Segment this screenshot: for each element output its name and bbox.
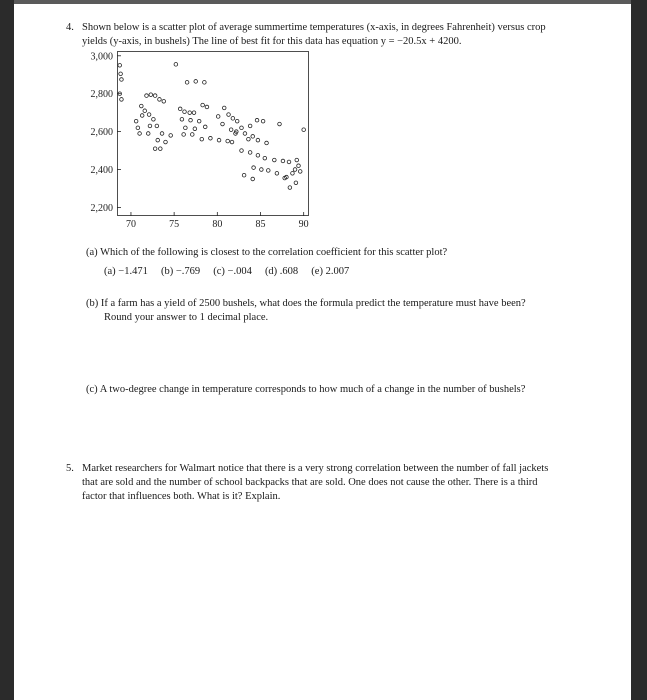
scatter-point [118, 63, 122, 67]
scatter-point [146, 132, 150, 136]
scatter-point [169, 134, 173, 138]
scatter-point [203, 125, 207, 129]
scatter-point [200, 137, 204, 141]
scatter-point [184, 126, 188, 130]
y-tick-label: 2,800 [90, 89, 113, 101]
y-tick-label: 2,200 [90, 202, 113, 214]
scatter-point [193, 127, 197, 131]
scatter-point [192, 111, 196, 115]
scatter-point [273, 158, 277, 162]
scatter-point [294, 181, 298, 185]
q4-text-line2: yields (y-axis, in bushels) The line of best fit for this data has equation y = −20.5x + 4200. [82, 36, 462, 47]
scatter-point [147, 113, 151, 117]
scatter-point [217, 138, 221, 142]
q4b-question-line2: Round your answer to 1 decimal place. [104, 312, 269, 323]
scatter-point [140, 104, 144, 108]
x-tick-label: 85 [255, 219, 266, 230]
scatter-point [235, 119, 239, 123]
scatter-point [256, 153, 260, 157]
scatter-point [140, 114, 144, 118]
q5-text-line2: that are sold and the number of school backpacks that are sold. One does not cause the other. There is a third [82, 477, 538, 488]
scatter-point [243, 132, 247, 136]
scatter-point [216, 115, 220, 119]
scatter-point [201, 103, 205, 107]
scatter-point [240, 126, 244, 130]
scatter-point [287, 160, 291, 164]
scatter-point [162, 99, 166, 103]
q4-number: 4. [66, 22, 74, 33]
scatter-point [155, 124, 159, 128]
q5-number: 5. [66, 463, 74, 474]
scatter-point [298, 170, 302, 174]
scatter-point [194, 80, 198, 84]
scatter-point [293, 168, 297, 172]
scatter-point [156, 138, 160, 142]
scatter-point [278, 122, 282, 126]
scatter-point [188, 111, 192, 115]
scatter-point [205, 105, 209, 109]
scatter-point [190, 133, 194, 137]
scatter-point [119, 72, 123, 76]
scatter-point [143, 109, 147, 113]
scatter-point [222, 106, 226, 110]
scatter-point [281, 159, 285, 163]
scatter-point [251, 135, 255, 139]
y-tick-label: 3,000 [90, 51, 113, 63]
scatter-point [159, 147, 163, 151]
q4a-choices: (a) −1.471 (b) −.769 (c) −.004 (d) .608 (e) 2.007 [104, 266, 350, 277]
scatter-point [261, 119, 265, 123]
scatter-point [247, 137, 251, 141]
scatter-point [265, 141, 269, 145]
scatter-points [118, 63, 306, 190]
scatter-point [240, 149, 244, 153]
scatter-point [295, 158, 299, 162]
q4-text-line1: Shown below is a scatter plot of average summertime temperatures (x-axis, in degrees Fahrenheit) versus crop [82, 22, 546, 33]
scatter-point [248, 124, 252, 128]
scatter-point [174, 63, 178, 67]
document-page [14, 0, 631, 700]
scatter-point [302, 128, 306, 132]
scatter-point [230, 140, 234, 144]
scatter-point [255, 118, 259, 122]
scatter-point [227, 113, 231, 117]
scatter-point [229, 128, 233, 132]
scatter-point [180, 117, 184, 121]
scatter-point [248, 151, 252, 155]
scatter-point [226, 139, 230, 143]
scatter-point [164, 140, 168, 144]
scatter-point [251, 177, 255, 181]
q5-text-line3: factor that influences both. What is it? Explain. [82, 491, 281, 502]
scatter-point [297, 164, 301, 168]
scatter-point [134, 119, 138, 123]
scatter-point [136, 126, 140, 130]
scatter-point [145, 94, 149, 98]
x-tick-label: 80 [212, 219, 223, 230]
q4a-question: (a) Which of the following is closest to the correlation coefficient for this scatter plot? [86, 247, 448, 258]
scatter-point [275, 172, 279, 176]
scatter-point [185, 81, 189, 85]
scatter-point [288, 186, 292, 190]
scatter-point [120, 78, 124, 82]
scatter-point [153, 94, 157, 98]
scatter-point [256, 138, 260, 142]
y-tick-label: 2,400 [90, 165, 113, 177]
scatter-point [263, 156, 267, 160]
y-tick-label: 2,600 [90, 127, 113, 139]
x-axis-ticks [126, 212, 309, 230]
scatter-point [203, 81, 207, 85]
scatter-point [252, 166, 256, 170]
x-tick-label: 75 [169, 219, 180, 230]
scatter-point [148, 124, 152, 128]
scatter-point [149, 93, 153, 97]
scatter-point [120, 98, 124, 102]
scatter-point [260, 168, 264, 172]
scatter-point [160, 132, 164, 136]
scatter-point [183, 110, 187, 114]
scatter-point [152, 117, 156, 121]
scatter-point [153, 147, 157, 151]
scatter-point [266, 169, 270, 173]
scatter-point [221, 122, 225, 126]
scatter-point [138, 132, 142, 136]
y-axis-ticks [91, 51, 122, 214]
x-tick-label: 90 [298, 219, 309, 230]
scatter-point [197, 119, 201, 123]
scatter-point [231, 117, 235, 121]
x-tick-label: 70 [125, 219, 136, 230]
scatter-point [158, 98, 162, 102]
q4c-question: (c) A two-degree change in temperature corresponds to how much of a change in the number of bushels? [86, 384, 526, 395]
scatter-point [182, 133, 186, 137]
scatter-point [189, 118, 193, 122]
q4b-question-line1: (b) If a farm has a yield of 2500 bushels, what does the formula predict the temperature must have been? [86, 298, 526, 309]
scatter-point [291, 172, 295, 176]
scatter-plot [14, 0, 631, 240]
q5-text-line1: Market researchers for Walmart notice that there is a very strong correlation between the number of fall jackets [82, 463, 549, 474]
scatter-point [178, 107, 182, 111]
scatter-point [209, 136, 213, 140]
scatter-point [242, 173, 246, 177]
